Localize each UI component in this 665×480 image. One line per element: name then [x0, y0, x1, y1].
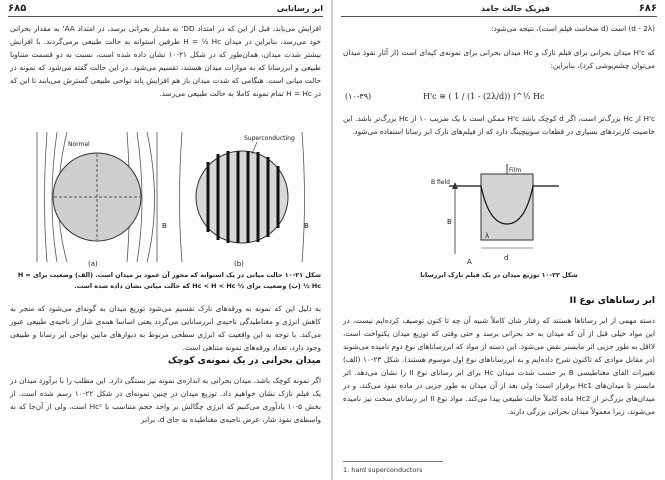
figure-thin-film — [409, 164, 589, 268]
figure-sub-a: (a) — [88, 260, 98, 268]
right-page-number: ۶۸۶ — [638, 3, 657, 14]
figure-sub-b: (b) — [234, 260, 244, 268]
right-paragraph-2: که H'c میدان بحرانی برای فیلم نازک و Hc میدان بحرانی برای نمونه‌ی کپه‌ای است (از آثار نفوذ میدان می‌توان چشم‌پوشی کرد)، بنابراین: — [343, 48, 655, 70]
left-paragraph-2: به دلیل این که نمونه به ورقه‌های نازک تقسیم می‌شود توزیع میدان به گونه‌ای می‌شود که منجر به کاهش انرژی و مغناطیدگی ناحیه‌ی ابررسانایی می‌گردد یعنی اساسا همه‌ی شار از ناحیه‌ی طبیعی عبور می‌کند. با توجه به این واقعیت که انرژی سطحی مربوط به دیوارهای مابین نواحی ابر رسانا و طبیعی وجود دارد، تعداد ورقه‌های نمونه متناهی است. — [10, 304, 321, 352]
footnote: 1. hard superconductors — [343, 466, 423, 474]
figure-label-film: Film — [509, 167, 522, 174]
right-paragraph-1: (d - 2λ) است (d ضخامت فیلم است)، نتیجه می‌شود: — [491, 24, 655, 33]
right-page-header — [341, 2, 657, 17]
right-paragraph-3: H'c از Hc بزرگ‌تر است، اگر d کوچک باشد H'c ممکن است با یک ضریب ۱۰ از Hc بزرگ‌تر باشد. این خاصیت کاربردهای بسیاری در قطعات سوییچینگ دارد که از فیلم‌های نازک ابر رسانا استفاده می‌شود. — [343, 114, 655, 136]
left-page-header — [8, 2, 323, 17]
left-paragraph-3: اگر نمونه کوچک باشد، میدان بحرانی به اندازه‌ی نمونه نیز بستگی دارد. این مطلب را با برآورد میدان در یک فیلم نازک نشان خواهیم داد. توزیع میدان در چنین نمونه‌ای در شکل ۲۲-۱۰ رسم شده است. از بخش ۵-۱۰ یادآوری می‌کنیم که انرژی چگالش بر واحد حجم متناسب با Hc² است، ولی از آن‌جا که به واسطه‌ی نفوذ شار، عرض ناحیه‌ی مغناطیده به جای d، برابر — [10, 376, 322, 424]
figure-label-superconducting: Superconducting — [244, 135, 295, 142]
figure-label-normal: Normal — [68, 141, 90, 148]
figure-21-caption: شکل ۲۱-۱۰ حالت میانی در یک استوانه که محور آن عمود بر میدان است. (الف) وضعیت برای H = ½ Hc (ب) وضعیت برای ½ Hc < H < Hc که حالت میانی نشان داده شده است. — [17, 271, 321, 290]
figure-film-rect — [481, 174, 533, 240]
figure-label-a: A — [467, 258, 472, 266]
footnote-rule — [343, 461, 443, 462]
figure-label-b-axis: B — [447, 218, 452, 226]
right-page — [333, 0, 665, 480]
right-paragraph-4: دسته مهمی از ابر رساناها هستند که رفتار شان کاملاً شبیه آن چه تا کنون توصیف کرده‌ایم نیست، در این مواد خیلی قبل از آن که میدان به حد بحرانی برسد و حتی وقتی که توزیع میدان یکنواخت است، لااقل به طور جزیی اثر مایسنر نقض می‌شود. این دسته از مواد که ابررساناهای نوع دوم نامیده می‌شوند (در مقابل موادی که تاکنون شرح داده‌ایم و به ابررساناهای نوع اول موسوم هستند). شکل ۲۳-۱۰ (الف) تغییرات القای مغناطیسی B بر حسب شدت میدان Hc برای ابر رسانای نوع II را نشان می‌دهد. اثر مایسنر تا میدان‌های Hc1 برقرار است؛ ولی بعد از آن میدان به طور جزیی در ماده نفوذ می‌کند، و در میدان‌های بزرگ‌تر از Hc2 ماده کاملاً حالت طبیعی پیدا می‌کند. مواد نوع II ابر رسانای سخت نیز نامیده می‌شوند، زیرا معمولاً میدان بحرانی بزرگی دارند. — [343, 316, 655, 416]
figure-label-b-left: B — [162, 222, 167, 230]
figure-label-lambda: λ — [485, 232, 490, 240]
figure-label-b-right: B — [304, 222, 309, 230]
figure-22-caption: شکل ۲۲-۱۰ توزیع میدان در یک فیلم نازک ابررسانا — [420, 271, 578, 279]
left-page-header-title: ابر رسانایی — [276, 4, 323, 13]
equation-10-39: H'c ≅ ( 1 / (1 - (2λ/d)) )^½ Hc — [423, 92, 545, 101]
figure-label-b-field: B field — [431, 179, 450, 186]
section-heading-type-ii: ابر رسانا‌های نوع II — [569, 296, 655, 306]
left-paragraph-1: افزایش می‌یابد، قبل از این که در امتداد DD' به مقدار بحرانی برسد، در امتداد AA' به مقدار بحرانی خود می‌رسد، بنابراین در میدان H = ½ Hc طرفین استوانه به حالت طبیعی برمی‌گردند. با افزایش بیشتر شدت میدان، همان‌طور که در شکل ۲۱-۱۰ نشان داده شده است، نسبت به دو قسمت متناوبا طبیعی و ابررسانا که به موازات میدان هستند، تقسیم می‌شود. در این حالت گفته می‌شود که نمونه در حالت میانی است. هنگامی که شدت میدان باز هم افزایش یابد نواحی طبیعی گسترش می‌یابند تا این که در H = Hc تمام نمونه کاملا به حالت طبیعی می‌رسد. — [10, 24, 322, 98]
figure-label-d: d — [504, 254, 509, 262]
figure-intermediate-state — [12, 132, 318, 268]
figure-b-cylinder — [196, 151, 288, 243]
section-heading-small-sample: میدان بحرانی در یک نمونه‌ی کوچک — [167, 356, 321, 366]
left-page-number: ۶۸۵ — [8, 3, 27, 14]
left-page — [0, 0, 332, 480]
equation-number: (۱۰-۳۹) — [345, 92, 372, 101]
right-page-header-title: فیزیک حالت جامد — [481, 4, 550, 13]
